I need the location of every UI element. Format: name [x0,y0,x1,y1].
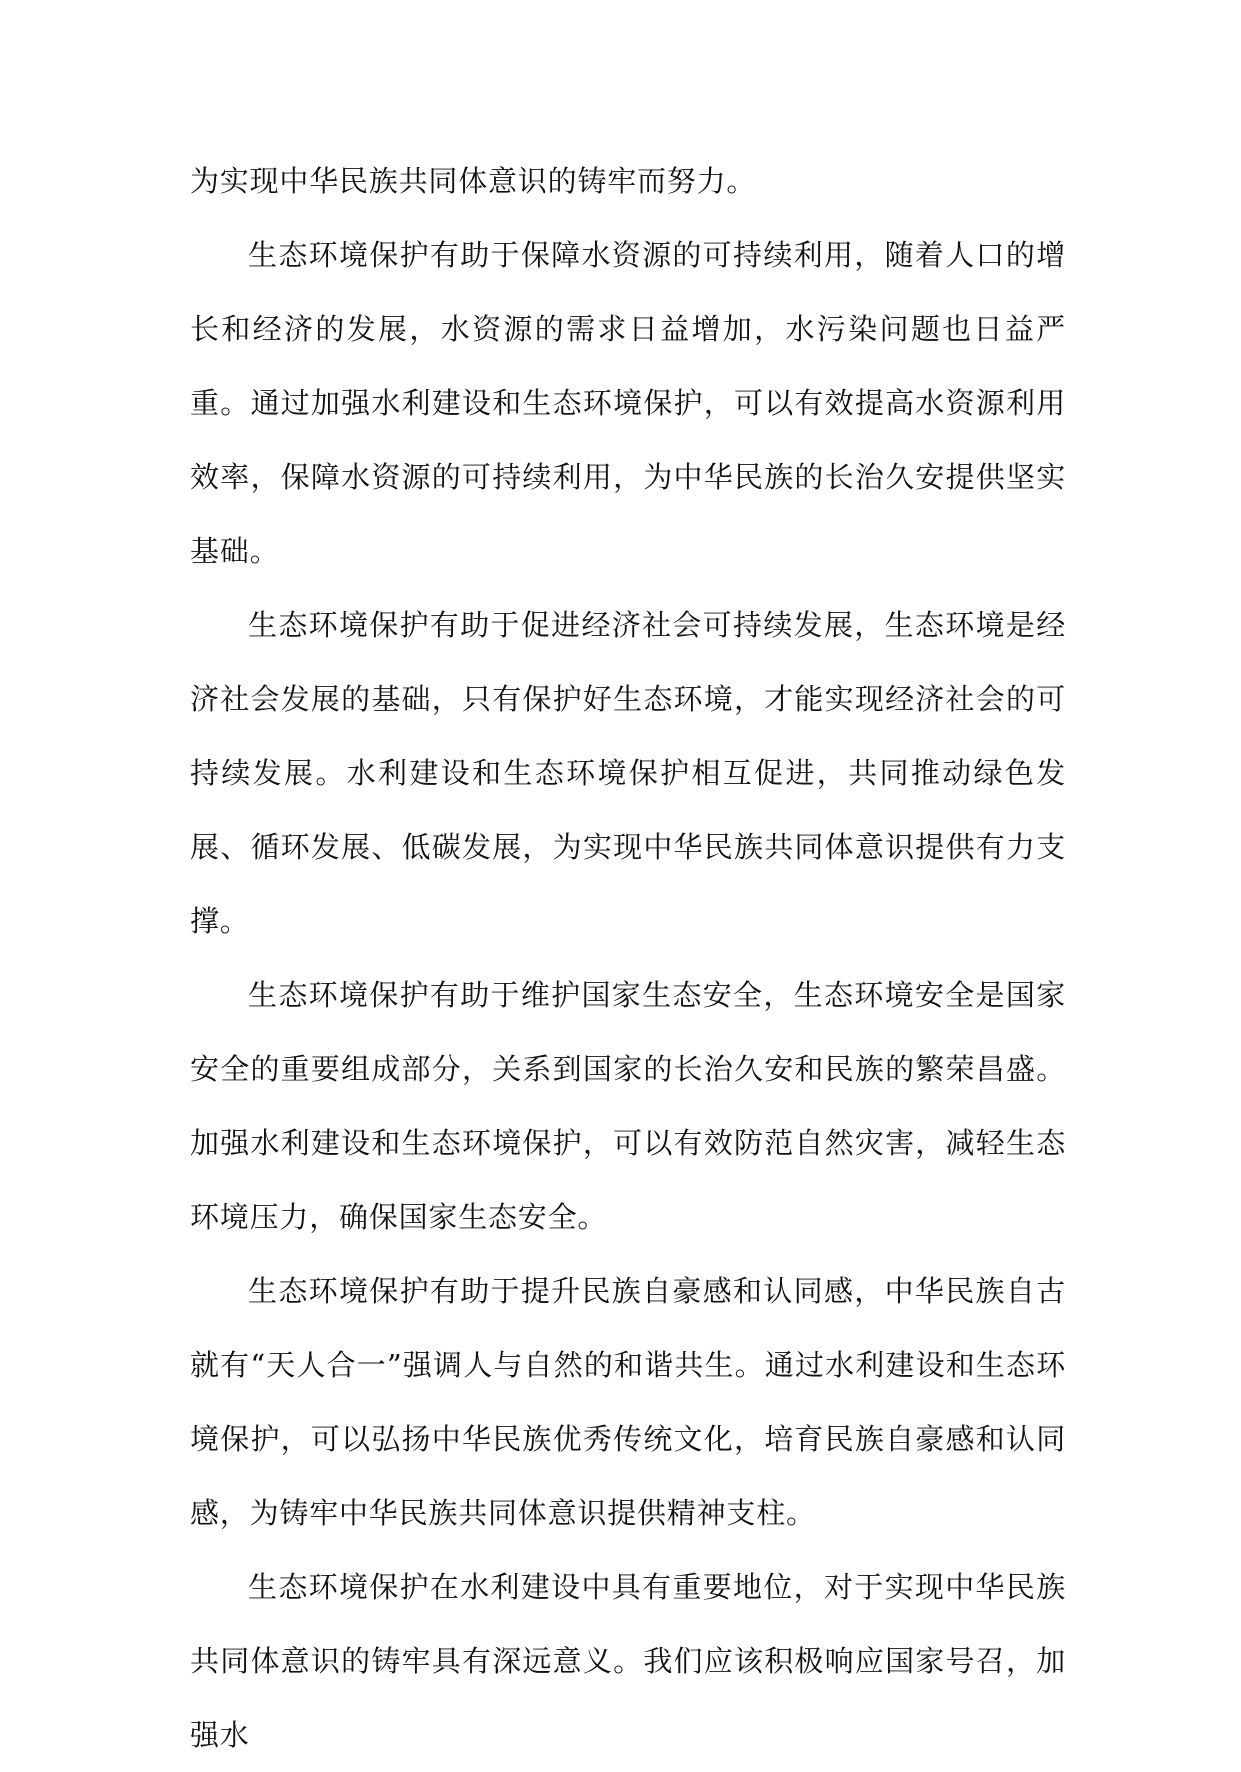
paragraph-water-resources: 生态环境保护有助于保障水资源的可持续利用，随着人口的增长和经济的发展，水资源的需求日益增加，水污染问题也日益严重。通过加强水利建设和生态环境保护，可以有效提高水资源利用效率，保障水资源的可持续利用，为中华民族的长治久安提供坚实基础。 [190,238,1066,568]
paragraph-continuation: 为实现中华民族共同体意识的铸牢而努力。 [190,164,757,198]
paragraph-ecological-security: 生态环境保护有助于维护国家生态安全，生态环境安全是国家安全的重要组成部分，关系到国家的长治久安和民族的繁荣昌盛。加强水利建设和生态环境保护，可以有效防范自然灾害，减轻生态环境压力，确保国家生态安全。 [190,978,1066,1234]
paragraph-sustainable-development: 生态环境保护有助于促进经济社会可持续发展，生态环境是经济社会发展的基础，只有保护好生态环境，才能实现经济社会的可持续发展。水利建设和生态环境保护相互促进，共同推动绿色发展、循环发展、低碳发展，为实现中华民族共同体意识提供有力支撑。 [190,608,1066,938]
paragraph-conclusion: 生态环境保护在水利建设中具有重要地位，对于实现中华民族共同体意识的铸牢具有深远意义。我们应该积极响应国家号召，加强水 [190,1570,1066,1752]
document-body [190,144,1066,1772]
paragraph-national-pride: 生态环境保护有助于提升民族自豪感和认同感，中华民族自古就有“天人合一”强调人与自然的和谐共生。通过水利建设和生态环境保护，可以弘扬中华民族优秀传统文化，培育民族自豪感和认同感，为铸牢中华民族共同体意识提供精神支柱。 [190,1274,1066,1530]
